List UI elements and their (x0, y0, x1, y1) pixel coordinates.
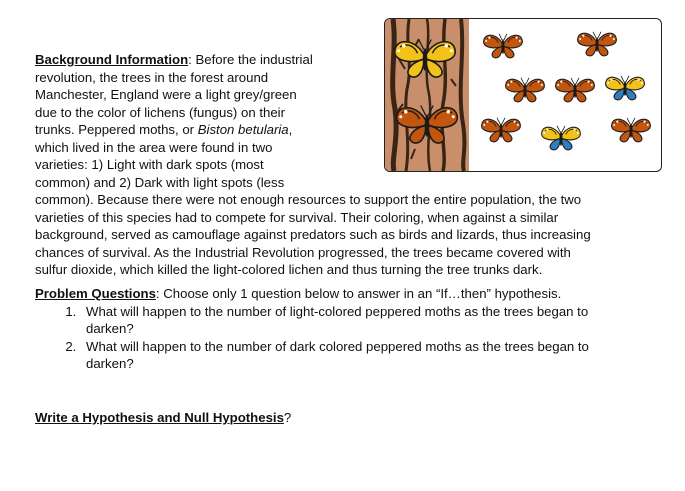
hypothesis-prompt (35, 409, 291, 427)
hypothesis-heading: Write a Hypothesis and Null Hypothesis (35, 410, 284, 425)
problem-intro (35, 285, 635, 303)
question-item: 2. What will happen to the number of dark colored peppered moths as the trees began to darken? (80, 338, 635, 373)
species-name: Biston betularia (197, 122, 289, 137)
hypothesis-suffix: ? (283, 410, 292, 425)
background-paragraph (35, 51, 603, 279)
figure-spacer (325, 51, 603, 179)
problem-intro-text: : Choose only 1 question below to answer in an “If…then” hypothesis. (155, 286, 562, 301)
background-text-1: : Before the industrial revolution, the trees in the forest around Manchester, England were a light grey/green due to the color of lichens (fungus) on their trunks. Peppered moths, or (35, 52, 313, 137)
question-list (35, 303, 635, 373)
background-text-2: , which lived in the area were found in two varieties: 1) Light with dark spots (most common) and 2) Dark with light spots (less common). Because there were not enough resources to support the entire population, the two varieties of this species had to compete for survival. Their coloring, when against a similar background, served as camouflage against predators such as birds and lizards, thus increasing chances of survival. As the Industrial Revolution progressed, the trees became covered with sulfur dioxide, which killed the light-colored lichen and thus turning the tree trunks dark. (35, 122, 591, 277)
butterfly-icon (606, 76, 645, 100)
background-heading: Background Information (35, 52, 189, 67)
butterfly-icon (612, 118, 651, 142)
problem-questions (35, 285, 635, 373)
question-item: 1. What will happen to the number of light-colored peppered moths as the trees began to darken? (80, 303, 635, 338)
problem-heading: Problem Questions (35, 286, 156, 301)
